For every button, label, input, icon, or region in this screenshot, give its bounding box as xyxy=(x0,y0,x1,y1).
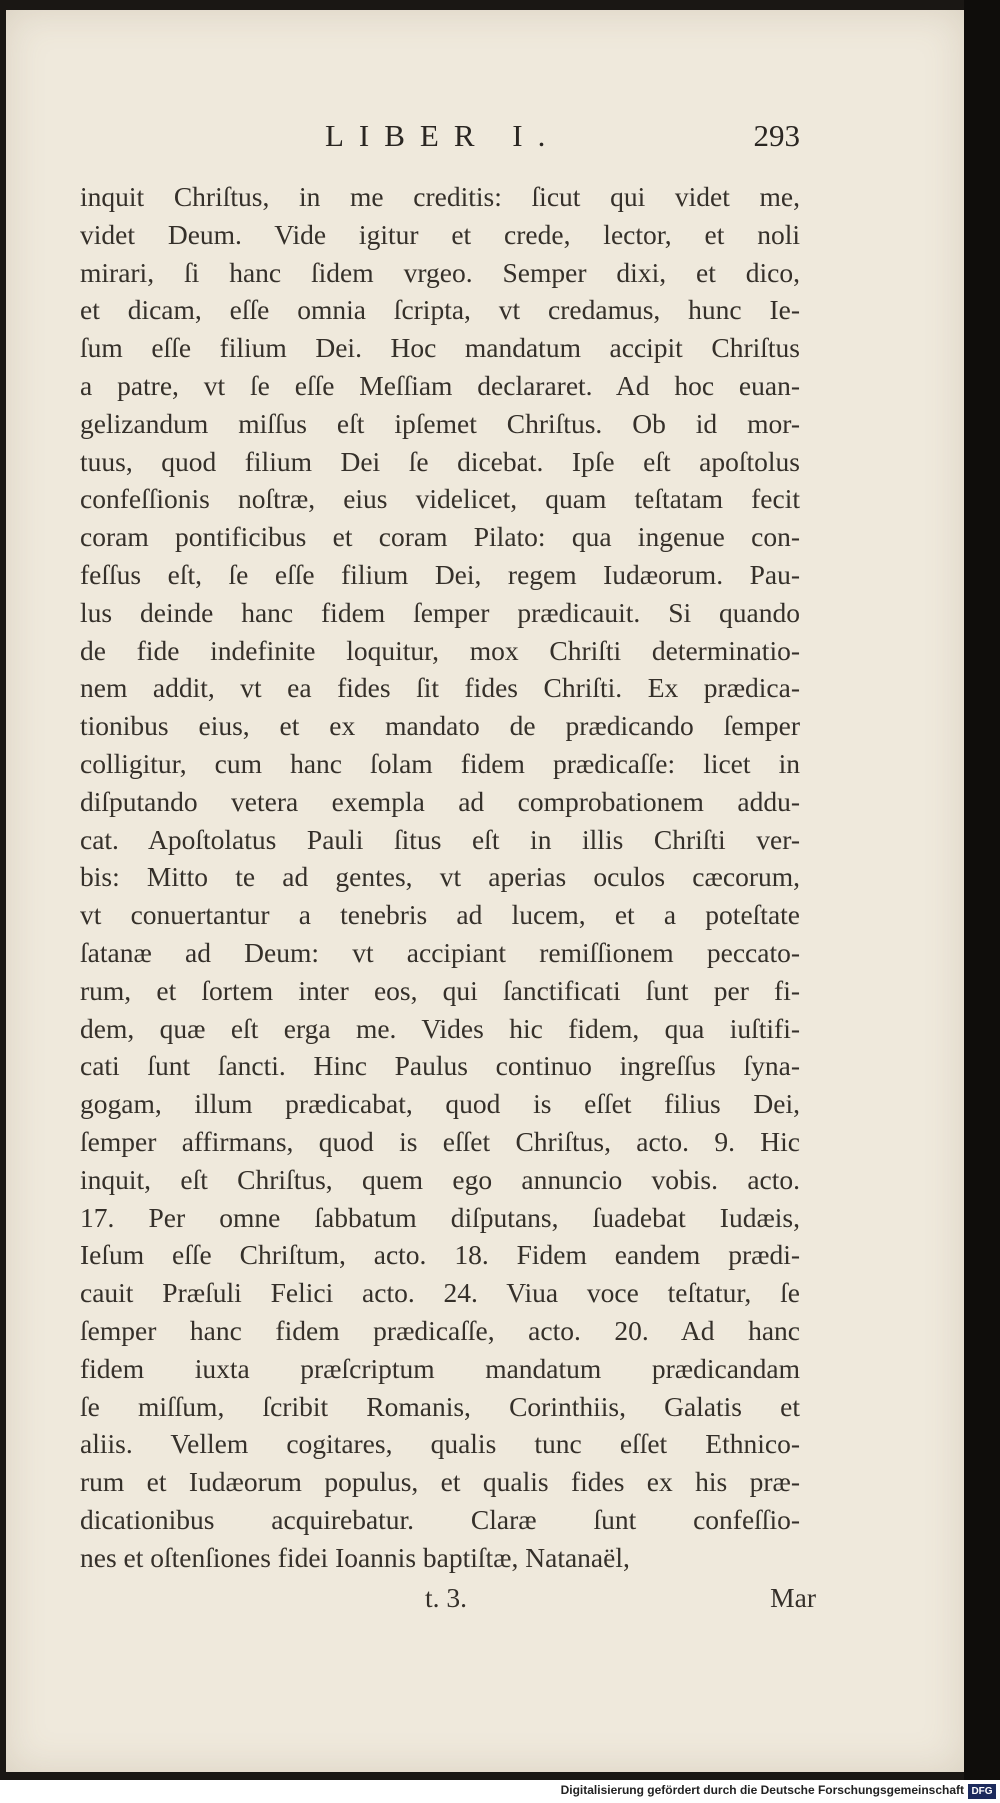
body-text xyxy=(80,178,800,1576)
text-line: gogam, illum prædicabat, quod is eſſet filius Dei, xyxy=(80,1088,800,1120)
text-line: et dicam, eſſe omnia ſcripta, vt credamus, hunc Ie- xyxy=(80,294,800,326)
text-line: inquit, eſt Chriſtus, quem ego annuncio vobis. acto. xyxy=(80,1163,800,1195)
page-footer xyxy=(80,1582,816,1622)
text-line: 17. Per omne ſabbatum diſputans, ſuadebat Iudæis, xyxy=(80,1201,800,1233)
text-line: confeſſionis noſtræ, eius videlicet, quam teſtatam fecit xyxy=(80,483,800,515)
running-head: LIBER I. xyxy=(325,118,561,153)
text-line: cauit Præſuli Felici acto. 24. Viua voce teſtatur, ſe xyxy=(80,1277,800,1309)
text-line: videt Deum. Vide igitur et crede, lector, et noli xyxy=(80,218,800,250)
text-line: mirari, ſi hanc ſidem vrgeo. Semper dixi, et dico, xyxy=(80,256,800,288)
text-line: ſatanæ ad Deum: vt accipiant remiſſionem peccato- xyxy=(80,936,800,968)
text-line: tionibus eius, et ex mandato de prædicando ſemper xyxy=(80,710,800,742)
signature-mark: t. 3. xyxy=(425,1582,468,1613)
catchword: Mar xyxy=(770,1582,816,1613)
text-line: tuus, quod filium Dei ſe dicebat. Ipſe eſt apoſtolus xyxy=(80,445,800,477)
text-line: ſemper affirmans, quod is eſſet Chriſtus, acto. 9. Hic xyxy=(80,1125,800,1157)
text-line: dem, quæ eſt erga me. Vides hic fidem, qua iuſtifi- xyxy=(80,1012,800,1044)
page-header xyxy=(80,118,800,158)
text-line: ſemper hanc fidem prædicaſſe, acto. 20. Ad hanc xyxy=(80,1314,800,1346)
text-line: vt conuertantur a tenebris ad lucem, et a poteſtate xyxy=(80,899,800,931)
text-line: nes et oſtenſiones fidei Ioannis baptiſtæ, Natanaël, xyxy=(80,1541,630,1573)
text-line: gelizandum miſſus eſt ipſemet Chriſtus. Ob id mor- xyxy=(80,407,800,439)
text-line: coram pontificibus et coram Pilato: qua ingenue con- xyxy=(80,521,800,553)
text-line: cati ſunt ſancti. Hinc Paulus continuo ingreſſus ſyna- xyxy=(80,1050,800,1082)
text-line: feſſus eſt, ſe eſſe filium Dei, regem Iudæorum. Pau- xyxy=(80,558,800,590)
text-line: de fide indefinite loquitur, mox Chriſti determinatio- xyxy=(80,634,800,666)
text-line: fidem iuxta præſcriptum mandatum prædicandam xyxy=(80,1352,800,1384)
text-line: a patre, vt ſe eſſe Meſſiam declararet. Ad hoc euan- xyxy=(80,369,800,401)
text-line: nem addit, vt ea fides ſit fides Chriſti. Ex prædica- xyxy=(80,672,800,704)
text-line: rum et Iudæorum populus, et qualis fides ex his præ- xyxy=(80,1466,800,1498)
text-line: bis: Mitto te ad gentes, vt aperias oculos cæcorum, xyxy=(80,861,800,893)
text-line: inquit Chriſtus, in me creditis: ſicut qui videt me, xyxy=(80,181,800,212)
scan-edge-band xyxy=(964,0,1000,1780)
digitization-credit: Digitalisierung gefördert durch die Deutsche Forschungsgemeinschaft xyxy=(560,1783,964,1797)
text-line: ſum eſſe filium Dei. Hoc mandatum accipit Chriſtus xyxy=(80,332,800,364)
text-line: ſe miſſum, ſcribit Romanis, Corinthiis, Galatis et xyxy=(80,1390,800,1422)
text-line: colligitur, cum hanc ſolam fidem prædicaſſe: licet in xyxy=(80,747,800,779)
text-line: dicationibus acquirebatur. Claræ ſunt confeſſio- xyxy=(80,1503,800,1535)
dfg-logo: DFG xyxy=(968,1784,996,1799)
text-line: Ieſum eſſe Chriſtum, acto. 18. Fidem eandem prædi- xyxy=(80,1239,800,1271)
text-line: lus deinde hanc fidem ſemper prædicauit. Si quando xyxy=(80,596,800,628)
text-line: rum, et ſortem inter eos, qui ſanctificati ſunt per fi- xyxy=(80,974,800,1006)
page-number: 293 xyxy=(753,118,800,153)
text-line: aliis. Vellem cogitares, qualis tunc eſſet Ethnico- xyxy=(80,1428,800,1460)
text-line: cat. Apoſtolatus Pauli ſitus eſt in illis Chriſti ver- xyxy=(80,823,800,855)
text-line: diſputando vetera exempla ad comprobationem addu- xyxy=(80,785,800,817)
